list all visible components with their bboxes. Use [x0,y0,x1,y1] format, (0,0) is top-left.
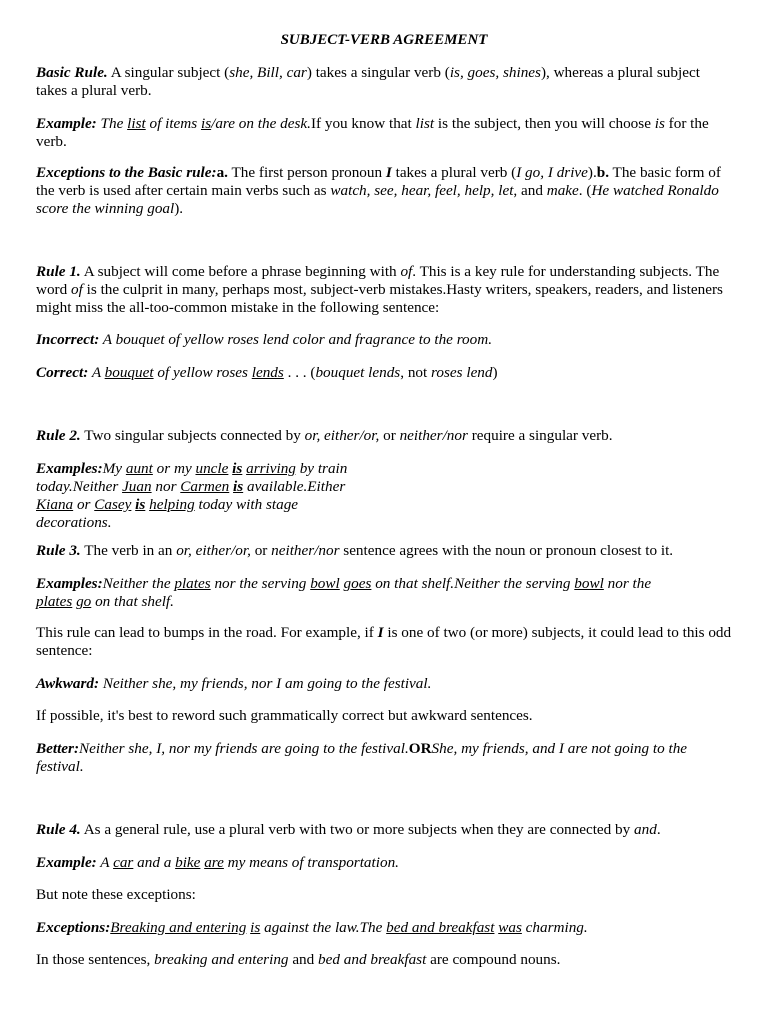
text: Two singular subjects connected by [80,427,305,444]
exceptions-basic-paragraph [36,164,732,218]
text: . . . ( [283,364,316,381]
text: by train today. [36,460,348,495]
italic-words: neither/nor [399,427,468,444]
text: or [250,542,272,559]
text: nor [151,478,181,495]
text: of items [145,115,201,132]
underlined-word: bowl [574,575,604,592]
basic-rule-label: Basic Rule. [36,64,108,81]
rule4-example [36,854,732,872]
underlined-word: Carmen [180,478,230,495]
text: and [288,951,319,968]
underlined-word: lends [251,364,284,381]
rule3-note [36,624,732,660]
underlined-word: bouquet [104,364,154,381]
text: Neither the serving [454,575,575,592]
incorrect-label: Incorrect: [36,331,100,348]
text: against the law. [260,919,360,936]
italic-phrase: roses lend [431,364,493,381]
or-separator: OR [408,740,432,757]
text: A singular subject ( [107,64,230,81]
rule1-paragraph [36,263,732,317]
better-label: Better: [36,740,80,757]
example-words: watch, see, hear, feel, help, let [330,182,514,199]
rule3-reword: If possible, it's best to reword such grammatically correct but awkward sentences. [36,707,533,724]
text: If you know that [310,115,416,132]
pronoun-I: I [385,164,392,181]
example-words: is, goes, shines [449,64,541,81]
rule3-better [36,740,732,776]
underlined-word: Casey [94,496,132,513]
text: ) takes a singular verb ( [306,64,450,81]
text: for the verb. [36,115,709,150]
example-sentence: He watched Ronaldo score the winning goal [36,182,719,217]
text: or my [152,460,196,477]
underlined-word: uncle [195,460,229,477]
italic-phrase: breaking and entering [154,951,289,968]
text: nor the serving [210,575,311,592]
underlined-word: are [204,854,224,871]
underlined-word: go [76,593,92,610]
marker-b: b. [596,164,610,181]
text: on that shelf. [91,593,174,610]
text: of yellow roses [153,364,252,381]
italic-word: list [415,115,435,132]
text: or [73,496,95,513]
italic-word: of [71,281,83,298]
text: ), whereas a plural subject takes a plural verb. [36,64,700,99]
awkward-sentence: Neither she, my friends, nor I am going to the festival. [99,675,432,692]
example-label: Example: [36,854,97,871]
exceptions-label: Exceptions to the Basic rule: [36,164,217,181]
text: A subject will come before a phrase beginning with [80,263,401,280]
examples-label: Examples: [36,575,103,592]
rule3-awkward [36,675,732,693]
underlined-word: was [498,919,522,936]
text: require a singular verb. [467,427,613,444]
underlined-verb: is [233,478,244,495]
italic-word: and [634,821,657,838]
underlined-word: bike [175,854,201,871]
awkward-label: Awkward: [36,675,100,692]
underlined-word: is [250,919,261,936]
example-words: make [546,182,579,199]
text: is one of two (or more) subjects, it could lead to this odd sentence: [36,624,732,659]
italic-word: is [654,115,665,132]
text: The [96,115,128,132]
text: is the culprit in many, perhaps most, subject-verb mistakes.Hasty writers, speakers, readers, and listeners might miss the all-too-common mistake in the following sentence: [36,281,723,316]
text: charming. [521,919,588,936]
text: , not [400,364,432,381]
text: The [359,919,387,936]
rule4-note: But note these exceptions: [36,886,196,903]
underlined-word: arriving [246,460,296,477]
text: A [96,854,114,871]
rule3-examples [36,575,656,611]
text: The verb in an [80,542,177,559]
italic-word: of [400,263,413,280]
exceptions-label: Exceptions: [36,919,111,936]
rule4-label: Rule 4. [36,821,81,838]
pronoun-I: I [377,624,384,641]
better-sentence-1: Neither she, I, nor my friends are going to the festival. [79,740,409,757]
text: My [102,460,126,477]
text: are compound nouns. [426,951,561,968]
underlined-word: helping [149,496,195,513]
text: As a general rule, use a plural verb with two or more subjects when they are connected by [80,821,635,838]
example-words: I go, I drive [516,164,588,181]
underlined-word: Kiana [36,496,74,513]
rule3-label: Rule 3. [36,542,81,559]
rule2-label: Rule 2. [36,427,81,444]
text: is the subject, then you will choose [434,115,655,132]
text: and a [133,854,176,871]
correct-label: Correct: [36,364,89,381]
text: today with stage decorations. [36,496,299,531]
text: . ( [578,182,592,199]
text: Neither the [102,575,175,592]
underlined-word: plates [36,593,73,610]
underlined-phrase: bed and breakfast [386,919,495,936]
text: . This is a key rule for understanding subjects. The word [36,263,720,298]
italic-phrase: bed and breakfast [318,951,427,968]
italic-words: neither/nor [271,542,340,559]
text: ). [174,200,184,217]
underlined-word: aunt [125,460,153,477]
text: The first person pronoun [227,164,386,181]
marker-a: a. [216,164,228,181]
text: ) [492,364,498,381]
text: takes a plural verb ( [391,164,517,181]
text: available. [243,478,308,495]
rule3-paragraph [36,542,732,560]
page-title: SUBJECT-VERB AGREEMENT [280,32,488,48]
rule2-examples [36,460,366,532]
underlined-word: is [200,115,212,132]
underlined-phrase: Breaking and entering [110,919,247,936]
text: Neither [72,478,123,495]
underlined-word: Juan [122,478,152,495]
underlined-word: plates [174,575,211,592]
underlined-word: car [113,854,134,871]
text: ). [587,164,597,181]
text: In those sentences, [36,951,155,968]
underlined-word: goes [343,575,372,592]
rule1-correct [36,364,732,382]
rule4-exceptions [36,919,732,937]
italic-words: or, either/or, [176,542,251,559]
text: nor the [603,575,652,592]
examples-label: Examples: [36,460,103,477]
underlined-word: bowl [310,575,340,592]
example-label: Example: [36,115,97,132]
text: on that shelf. [371,575,455,592]
text: sentence agrees with the noun or pronoun closest to it. [339,542,674,559]
text: This rule can lead to bumps in the road. For example, if [36,624,378,641]
text: my means of transportation. [223,854,399,871]
incorrect-sentence: A bouquet of yellow roses lend color and fragrance to the room. [99,331,493,348]
text: The basic form of the verb is used after certain main verbs such as [36,164,721,199]
underlined-word: list [127,115,146,132]
text: A [88,364,105,381]
italic-phrase: bouquet lends [315,364,401,381]
text: , and [513,182,547,199]
rule1-incorrect [36,331,732,349]
italic-words: or, either/or, [304,427,380,444]
underlined-verb: is [135,496,146,513]
better-sentence-2: She, my friends, and I are not going to the festival. [36,740,688,775]
rule1-label: Rule 1. [36,263,81,280]
example-words: she, Bill, car [229,64,307,81]
text: Either [307,478,346,495]
rule4-compound-note [36,951,732,969]
basic-rule-paragraph [36,64,732,100]
text: . [656,821,661,838]
underlined-verb: is [232,460,243,477]
rule4-paragraph [36,821,732,839]
text: or [379,427,400,444]
example-paragraph [36,115,732,151]
rule2-paragraph [36,427,732,445]
text: /are on the desk. [211,115,311,132]
